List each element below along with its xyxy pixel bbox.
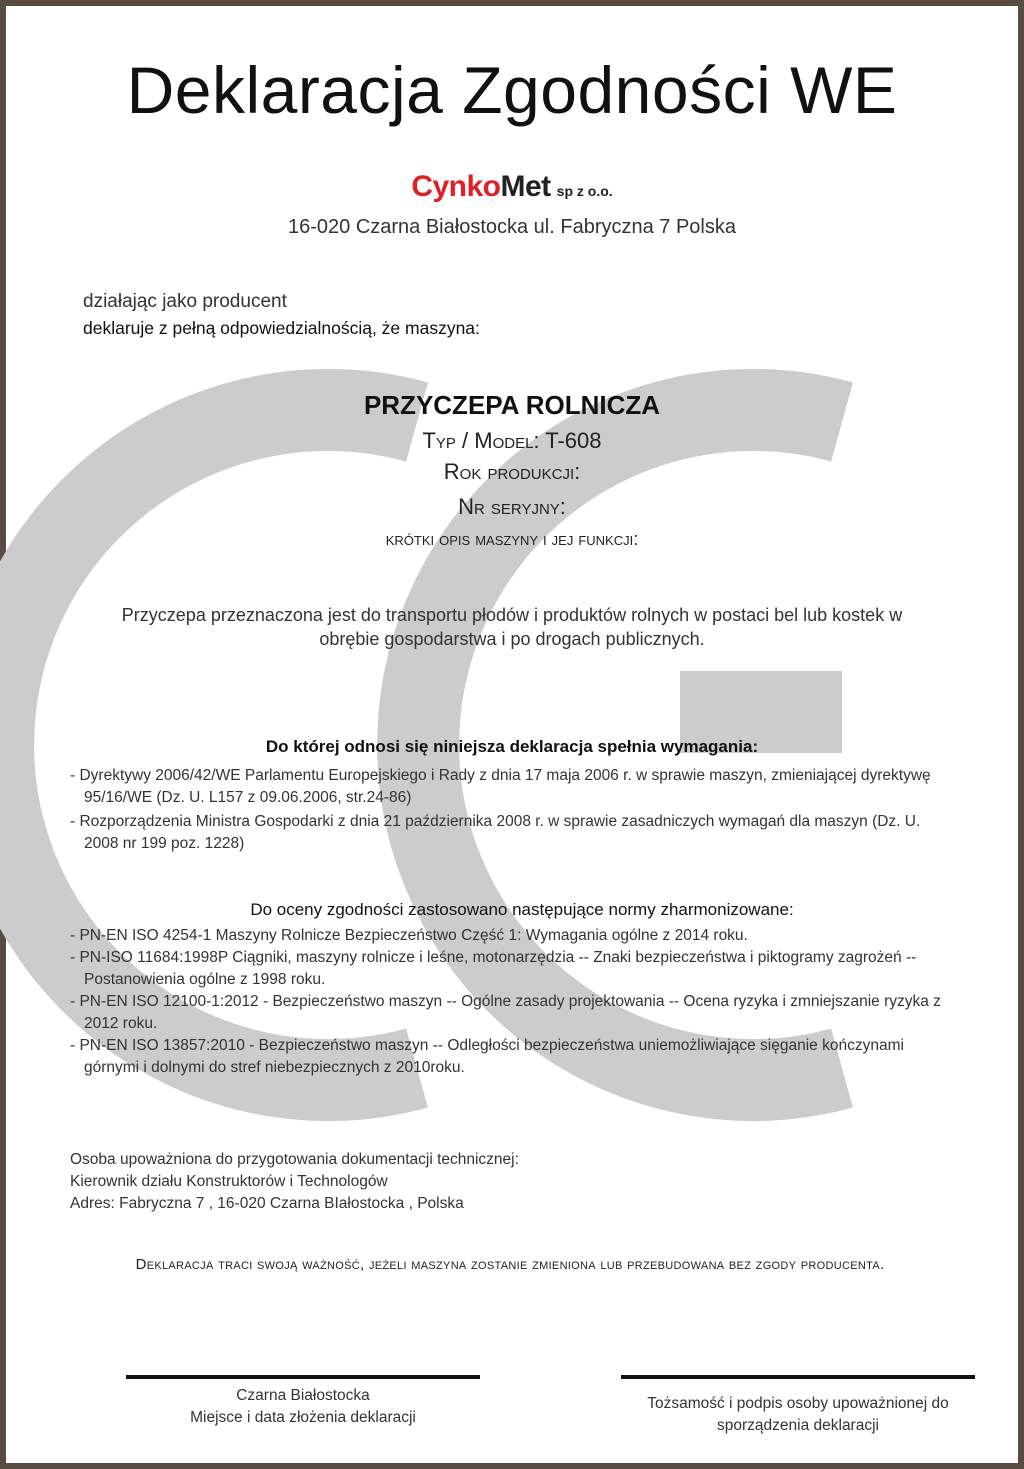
authorized-person-line-1: Osoba upoważniona do przygotowania dokumentacji technicznej: xyxy=(70,1151,519,1168)
company-address: 16-020 Czarna Białostocka ul. Fabryczna 7 Polska xyxy=(287,216,736,238)
signature-right-line-1: Tożsamość i podpis osoby upoważnionej do xyxy=(647,1395,949,1412)
logo-part-cynko: Cynko xyxy=(411,170,501,203)
company-logo xyxy=(0,170,1024,204)
authorized-person-line-3: Adres: Fabryczna 7 , 16-020 Czarna BIałostocka , Polska xyxy=(70,1195,464,1212)
page-title: Deklaracja Zgodności WE xyxy=(126,53,898,127)
signature-left-line-2: Miejsce i data złożenia deklaracji xyxy=(190,1409,416,1426)
list-item: - PN-EN ISO 12100-1:2012 - Bezpieczeństwo maszyn -- Ogólne zasady projektowania -- Ocena ryzyka i zmniejszanie ryzyka z 2012 roku. xyxy=(70,993,941,1032)
list-item: - PN-EN ISO 13857:2010 - Bezpieczeństwo maszyn -- Odległości bezpieczeństwa uniemożliwiające sięganie kończynami górnymi i dolnymi do stref niebezpiecznych z 2010roku. xyxy=(70,1037,904,1076)
signature-line-left xyxy=(126,1375,480,1379)
short-description-label: krótki opis maszyny i jej funkcji: xyxy=(385,529,639,549)
signature-caption-left xyxy=(126,1385,480,1429)
list-item: - PN-ISO 11684:1998P Ciągniki, maszyny rolnicze i leśne, motonarzędzia -- Znaki bezpieczeństwa i piktogramy zagrożeń -- Postanowienia ogólne z 1998 roku. xyxy=(70,949,917,988)
signature-line-right xyxy=(621,1375,975,1379)
authorized-person-line-2: Kierownik działu Konstruktorów i Technologów xyxy=(70,1173,388,1190)
production-year-label: Rok produkcji: xyxy=(443,459,581,484)
list-item: - Rozporządzenia Ministra Gospodarki z dnia 21 października 2008 r. w sprawie zasadniczych wymagań dla maszyn (Dz. U. 2008 nr 199 poz. 1228) xyxy=(70,813,921,852)
machine-description xyxy=(0,603,1024,651)
requirements-list xyxy=(70,765,950,857)
norms-list xyxy=(70,925,950,1079)
machine-name: PRZYCZEPA ROLNICZA xyxy=(363,390,661,420)
list-item: - PN-EN ISO 4254-1 Maszyny Rolnicze Bezpieczeństwo Część 1: Wymagania ogólne z 2014 roku. xyxy=(70,927,748,944)
machine-description-text: Przyczepa przeznaczona jest do transportu płodów i produktów rolnych w postaci bel lub kostek w obrębie gospodarstwa i po drogach publicznych. xyxy=(121,605,903,649)
authorized-person xyxy=(70,1149,519,1215)
signature-caption-right xyxy=(612,1393,984,1437)
signature-left-line-1: Czarna Białostocka xyxy=(236,1387,370,1404)
serial-number-label: Nr seryjny: xyxy=(458,494,566,519)
intro-line-1: działając jako producent xyxy=(83,291,287,312)
intro-line-2: deklaruje z pełną odpowiedzialnością, że maszyna: xyxy=(83,318,480,338)
logo-part-met: Met xyxy=(500,170,551,203)
requirements-heading: Do której odnosi się niniejsza deklaracja spełnia wymagania: xyxy=(265,737,759,756)
logo-suffix: sp z o.o. xyxy=(556,183,613,199)
validity-note: Deklaracja traci swoją ważność, jeżeli maszyna zostanie zmieniona lub przebudowana bez zgody producenta. xyxy=(135,1256,885,1273)
norms-heading: Do oceny zgodności zastosowano następujące normy zharmonizowane: xyxy=(250,900,794,919)
machine-model: Typ / Model: T-608 xyxy=(422,428,602,453)
list-item: - Dyrektywy 2006/42/WE Parlamentu Europejskiego i Rady z dnia 17 maja 2006 r. w sprawie maszyn, zmieniającej dyrektywę 95/16/WE (Dz. U. L157 z 09.06.2006, str.24-86) xyxy=(70,767,931,806)
signature-right-line-2: sporządzenia deklaracji xyxy=(717,1417,879,1434)
